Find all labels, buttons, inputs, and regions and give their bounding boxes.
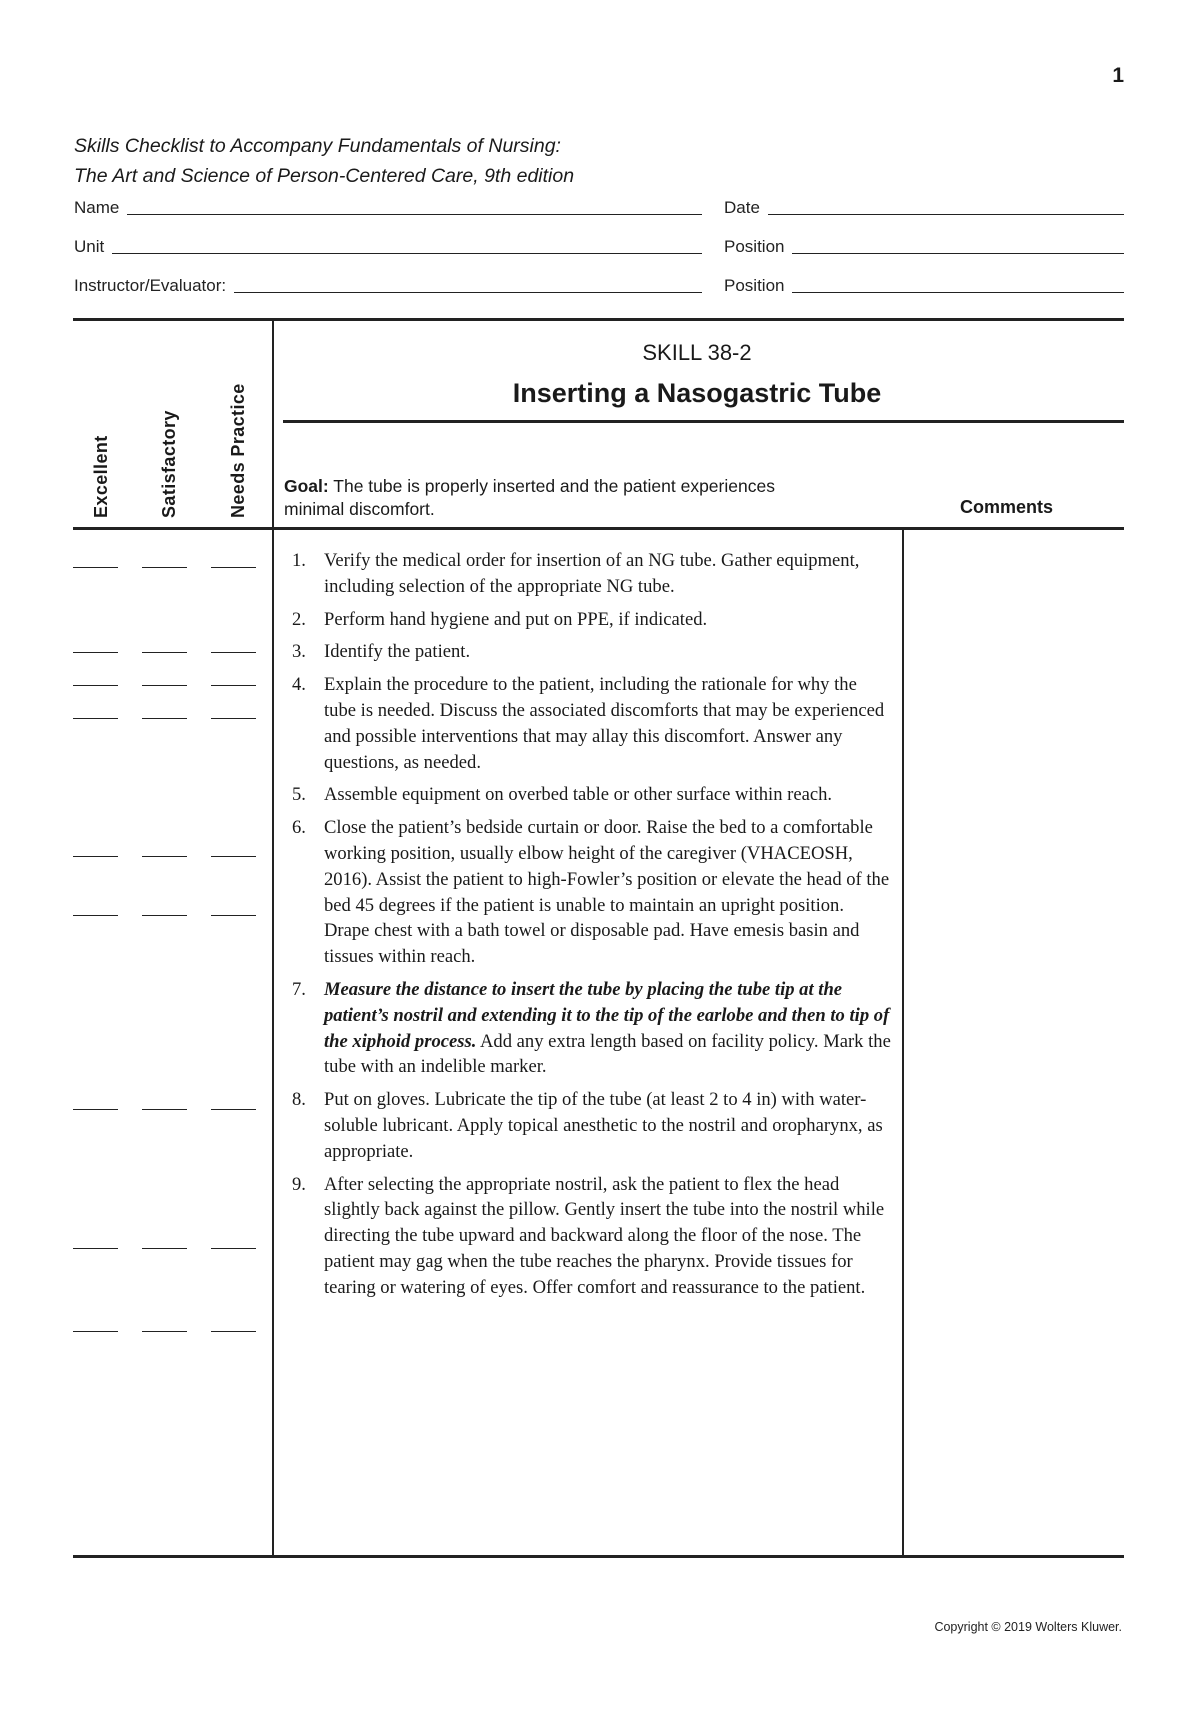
position-line-2[interactable] [792, 291, 1124, 293]
step-number: 5. [292, 784, 306, 806]
date-field[interactable] [724, 198, 1124, 218]
rating-blank-satisfactory[interactable] [142, 856, 187, 857]
instructor-field[interactable] [74, 276, 702, 296]
rating-blanks-step-9[interactable] [73, 1331, 256, 1332]
ratings-divider [272, 320, 274, 1556]
rating-blank-excellent[interactable] [73, 1109, 118, 1110]
step-item [292, 815, 892, 970]
comments-header: Comments [960, 497, 1054, 517]
skill-code: SKILL 38-2 [642, 340, 752, 365]
instructor-line[interactable] [234, 291, 702, 293]
rating-blanks-step-6[interactable] [73, 915, 256, 916]
position-field-2[interactable] [724, 276, 1124, 296]
rating-blanks-step-5[interactable] [73, 856, 256, 857]
rating-blank-needs-practice[interactable] [211, 652, 256, 653]
rating-blanks-step-7[interactable] [73, 1109, 256, 1110]
date-label: Date [724, 198, 760, 217]
step-text: Verify the medical order for insertion of an NG tube. Gather equipment, including selection of the appropriate NG tube. [324, 550, 860, 597]
procedure-steps [292, 548, 892, 1308]
rating-blanks-step-1[interactable] [73, 567, 256, 568]
step-number: 1. [292, 550, 306, 571]
unit-field[interactable] [74, 237, 702, 257]
rating-blanks-step-8[interactable] [73, 1248, 256, 1249]
comments-divider [902, 529, 904, 1556]
rating-blank-needs-practice[interactable] [211, 856, 256, 857]
rating-blank-needs-practice[interactable] [211, 1109, 256, 1110]
rating-blank-excellent[interactable] [73, 685, 118, 686]
rating-blank-satisfactory[interactable] [142, 1109, 187, 1110]
rating-blank-excellent[interactable] [73, 718, 118, 719]
position-field-1[interactable] [724, 237, 1124, 257]
copyright-notice: Copyright © 2019 Wolters Kluwer. [934, 1620, 1122, 1634]
rating-blank-satisfactory[interactable] [142, 915, 187, 916]
goal-text-2: minimal discomfort. [284, 499, 435, 519]
rating-blank-satisfactory[interactable] [142, 718, 187, 719]
step-item [292, 607, 892, 633]
step-text: Explain the procedure to the patient, including the rationale for why the tube is needed. Discuss the associated discomforts that may be experienced and possible interventions that may allay this discomfort. Answer any questions, as needed. [324, 674, 885, 773]
position-label-1: Position [724, 237, 785, 256]
table-bottom-rule [73, 1555, 1124, 1558]
rating-blank-satisfactory[interactable] [142, 1248, 187, 1249]
step-number: 8. [292, 1089, 306, 1111]
position-line-1[interactable] [792, 252, 1124, 254]
rating-blank-excellent[interactable] [73, 915, 118, 916]
rating-blank-excellent[interactable] [73, 1331, 118, 1332]
date-line[interactable] [768, 213, 1124, 215]
step-text: Put on gloves. Lubricate the tip of the tube (at least 2 to 4 in) with water-soluble lubricant. Apply topical anesthetic to the nostril and oropharynx, as appropriate. [324, 1089, 883, 1162]
unit-line[interactable] [112, 252, 702, 254]
step-number: 2. [292, 608, 306, 630]
rating-blank-needs-practice[interactable] [211, 567, 256, 568]
rating-blank-excellent[interactable] [73, 1248, 118, 1249]
rating-header-needs-practice: Needs Practice [228, 383, 248, 518]
step-text: Assemble equipment on overbed table or other surface within reach. [324, 784, 833, 806]
rating-blanks-step-4[interactable] [73, 718, 256, 719]
step-number: 4. [292, 674, 306, 696]
rating-blank-satisfactory[interactable] [142, 567, 187, 568]
step-text: After selecting the appropriate nostril, ask the patient to flex the head slightly back against the pillow. Gently insert the tube into the nostril while directing the tube upward and backward along the floor of the nose. The patient may gag when the tube reaches the pharynx. Provide tissues for tearing or watering of eyes. Offer comfort and reassurance to the patient. [324, 1173, 885, 1298]
checklist-header [74, 131, 574, 191]
rating-blanks-step-3[interactable] [73, 685, 256, 686]
step-item [292, 977, 892, 1080]
goal-text-1: The tube is properly inserted and the patient experiences [328, 476, 775, 496]
page-number: 1 [1112, 64, 1124, 87]
step-text: Perform hand hygiene and put on PPE, if indicated. [324, 608, 708, 630]
goal-statement [284, 475, 914, 521]
goal-label: Goal: [284, 476, 329, 496]
step-item [292, 672, 892, 775]
table-top-rule [73, 318, 1124, 321]
name-label: Name [74, 198, 120, 217]
rating-header-excellent: Excellent [91, 435, 111, 518]
rating-blank-satisfactory[interactable] [142, 1331, 187, 1332]
rating-blank-excellent[interactable] [73, 567, 118, 568]
rating-blank-excellent[interactable] [73, 856, 118, 857]
rating-blank-satisfactory[interactable] [142, 685, 187, 686]
title-rule [283, 420, 1124, 423]
step-number: 6. [292, 817, 306, 839]
rating-header-satisfactory: Satisfactory [159, 410, 179, 518]
position-label-2: Position [724, 276, 785, 295]
header-line-1: Skills Checklist to Accompany Fundamentals of Nursing: [74, 135, 561, 157]
step-text: Close the patient’s bedside curtain or door. Raise the bed to a comfortable working position, usually elbow height of the caregiver (VHACEOSH, 2016). Assist the patient to high-Fowler’s position or elevate the head of the bed 45 degrees if the patient is unable to maintain an upright position. Drape chest with a bath towel or disposable pad. Have emesis basin and tissues within reach. [324, 817, 890, 968]
rating-blank-needs-practice[interactable] [211, 1331, 256, 1332]
step-item [292, 782, 892, 808]
step-item [292, 1087, 892, 1164]
name-line[interactable] [127, 213, 702, 215]
step-text: Identify the patient. [324, 641, 471, 663]
header-bottom-rule [73, 527, 1124, 530]
rating-blank-needs-practice[interactable] [211, 1248, 256, 1249]
step-item [292, 548, 892, 600]
header-line-2: The Art and Science of Person-Centered Care, 9th edition [74, 165, 575, 187]
name-field[interactable] [74, 198, 702, 218]
instructor-label: Instructor/Evaluator: [74, 276, 227, 295]
rating-blank-needs-practice[interactable] [211, 685, 256, 686]
skill-title: Inserting a Nasogastric Tube [512, 378, 882, 408]
step-text: Add any extra length based on facility policy. Mark the tube with an indelible marker. [324, 1030, 891, 1078]
rating-blank-needs-practice[interactable] [211, 718, 256, 719]
step-number: 9. [292, 1173, 306, 1195]
rating-blank-excellent[interactable] [73, 652, 118, 653]
step-emphasis: Measure the distance to insert the tube by placing the tube tip at the patient’s nostril and extending it to the tip of the earlobe and then to tip of the xiphoid process. [324, 978, 890, 1052]
step-item [292, 639, 892, 665]
rating-blanks-step-2[interactable] [73, 652, 256, 653]
rating-blank-satisfactory[interactable] [142, 652, 187, 653]
step-number: 7. [292, 978, 306, 1000]
unit-label: Unit [74, 237, 105, 256]
step-item [292, 1172, 892, 1301]
step-number: 3. [292, 641, 306, 663]
rating-blank-needs-practice[interactable] [211, 915, 256, 916]
